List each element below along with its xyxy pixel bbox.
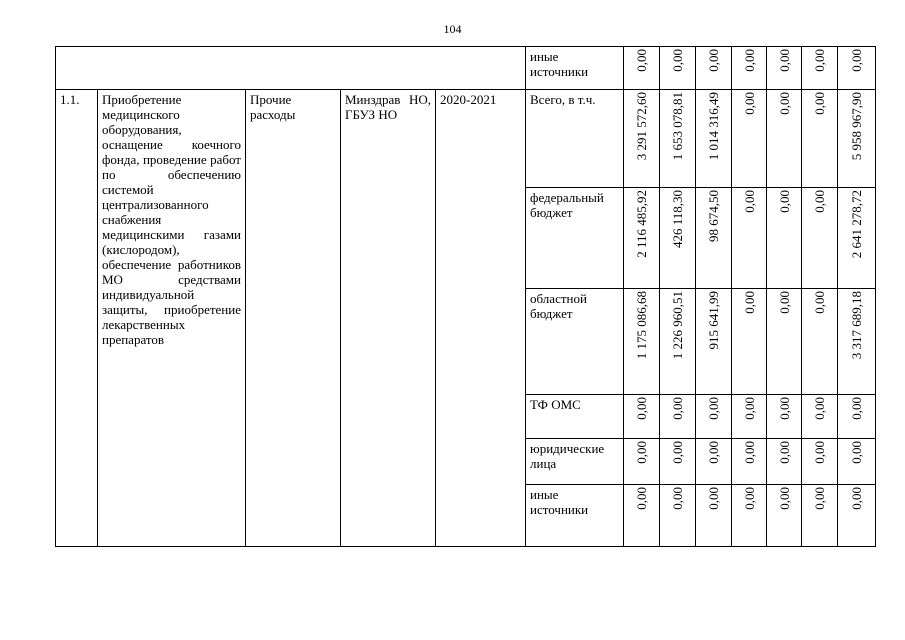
value-text: 0,00	[741, 397, 757, 420]
value-text: 0,00	[812, 92, 828, 115]
value-text: 426 118,30	[670, 190, 686, 249]
item-number-cell: 1.1.	[56, 90, 98, 547]
value-text: 0,00	[634, 49, 650, 72]
value-text: 0,00	[776, 397, 792, 420]
value-text: 0,00	[670, 487, 686, 510]
value-text: 0,00	[812, 49, 828, 72]
value-cell	[624, 439, 660, 485]
value-cell	[767, 439, 802, 485]
source-cell: иные источники	[526, 485, 624, 547]
value-cell	[732, 439, 767, 485]
value-cell	[696, 395, 732, 439]
value-text: 0,00	[634, 487, 650, 510]
value-text: 0,00	[849, 397, 865, 420]
value-cell	[838, 47, 876, 90]
value-cell	[838, 90, 876, 188]
value-cell	[660, 485, 696, 547]
value-cell	[624, 395, 660, 439]
value-text: 0,00	[706, 441, 722, 464]
value-text: 0,00	[670, 397, 686, 420]
value-text: 1 653 078,81	[670, 92, 686, 161]
value-cell	[767, 485, 802, 547]
executor-cell: Минздрав НО, ГБУЗ НО	[341, 90, 436, 547]
value-cell	[696, 485, 732, 547]
value-text: 0,00	[670, 49, 686, 72]
value-cell	[732, 188, 767, 289]
value-cell	[802, 47, 838, 90]
value-cell	[802, 289, 838, 395]
value-text: 0,00	[812, 397, 828, 420]
source-cell: юридические лица	[526, 439, 624, 485]
source-cell: Всего, в т.ч.	[526, 90, 624, 188]
value-text: 0,00	[812, 291, 828, 314]
value-cell	[624, 485, 660, 547]
value-cell	[767, 90, 802, 188]
value-cell	[802, 395, 838, 439]
value-text: 5 958 967,90	[849, 92, 865, 161]
value-cell	[838, 485, 876, 547]
value-cell	[767, 188, 802, 289]
value-text: 0,00	[634, 397, 650, 420]
value-text: 915 641,99	[706, 291, 722, 350]
value-cell	[767, 395, 802, 439]
value-text: 0,00	[706, 49, 722, 72]
value-text: 1 014 316,49	[706, 92, 722, 161]
source-cell: федеральный бюджет	[526, 188, 624, 289]
budget-table	[55, 46, 876, 547]
value-text: 0,00	[706, 487, 722, 510]
value-text: 0,00	[741, 190, 757, 213]
value-cell	[696, 90, 732, 188]
value-text: 0,00	[741, 49, 757, 72]
value-cell	[838, 395, 876, 439]
value-text: 0,00	[741, 441, 757, 464]
value-cell	[660, 289, 696, 395]
value-text: 0,00	[776, 190, 792, 213]
value-cell	[696, 47, 732, 90]
value-cell	[767, 47, 802, 90]
value-text: 0,00	[812, 190, 828, 213]
value-text: 0,00	[776, 487, 792, 510]
value-cell	[624, 47, 660, 90]
value-text: 0,00	[706, 397, 722, 420]
table-row	[56, 90, 876, 188]
source-cell: иные источники	[526, 47, 624, 90]
value-cell	[660, 47, 696, 90]
item-description-cell: Приобретение медицинского оборудования, оснащение коечного фонда, проведение работ по обеспечению системой централизованного снабжения медицинскими газами (кислородом), обеспечение работников МО средствами индивидуальной защиты, приобретение лекарственных препаратов	[98, 90, 246, 547]
value-cell	[696, 439, 732, 485]
value-text: 0,00	[812, 487, 828, 510]
value-text: 0,00	[849, 487, 865, 510]
value-cell	[660, 395, 696, 439]
empty-header-cell	[56, 47, 526, 90]
source-cell: областной бюджет	[526, 289, 624, 395]
value-cell	[802, 485, 838, 547]
value-text: 2 116 485,92	[634, 190, 650, 258]
value-cell	[732, 485, 767, 547]
value-cell	[660, 439, 696, 485]
value-cell	[732, 90, 767, 188]
value-text: 0,00	[741, 487, 757, 510]
value-text: 0,00	[776, 441, 792, 464]
value-text: 3 317 689,18	[849, 291, 865, 360]
value-cell	[732, 289, 767, 395]
table-row	[56, 47, 876, 90]
value-cell	[838, 289, 876, 395]
value-cell	[732, 395, 767, 439]
value-text: 0,00	[776, 49, 792, 72]
value-cell	[802, 439, 838, 485]
value-text: 0,00	[849, 49, 865, 72]
value-text: 0,00	[849, 441, 865, 464]
value-cell	[696, 289, 732, 395]
value-text: 1 175 086,68	[634, 291, 650, 360]
value-text: 0,00	[741, 92, 757, 115]
value-text: 3 291 572,60	[634, 92, 650, 161]
value-cell	[732, 47, 767, 90]
value-cell	[802, 188, 838, 289]
value-cell	[660, 188, 696, 289]
value-text: 0,00	[776, 291, 792, 314]
value-text: 0,00	[776, 92, 792, 115]
value-text: 1 226 960,51	[670, 291, 686, 360]
value-text: 2 641 278,72	[849, 190, 865, 259]
expense-type-cell: Прочие расходы	[246, 90, 341, 547]
value-cell	[838, 439, 876, 485]
value-cell	[624, 188, 660, 289]
value-text: 0,00	[670, 441, 686, 464]
period-cell: 2020-2021	[436, 90, 526, 547]
value-text: 0,00	[634, 441, 650, 464]
value-cell	[802, 90, 838, 188]
value-text: 0,00	[812, 441, 828, 464]
value-cell	[838, 188, 876, 289]
value-text: 98 674,50	[706, 190, 722, 242]
value-cell	[624, 289, 660, 395]
source-cell: ТФ ОМС	[526, 395, 624, 439]
value-cell	[696, 188, 732, 289]
value-cell	[660, 90, 696, 188]
value-cell	[767, 289, 802, 395]
page-number: 104	[443, 22, 462, 36]
value-text: 0,00	[741, 291, 757, 314]
value-cell	[624, 90, 660, 188]
